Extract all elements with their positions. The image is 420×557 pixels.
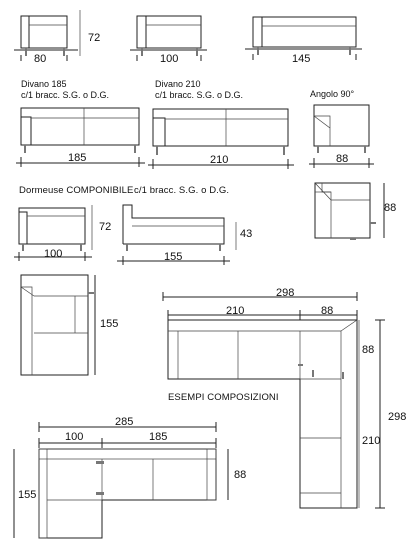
angolo-caption: Angolo 90°	[310, 89, 355, 99]
angolo-depth: 88	[384, 202, 397, 214]
angolo-top-view-drawing	[315, 183, 384, 240]
dormeuse-subcaption: c/1 bracc. S.G. o D.G.	[134, 185, 230, 196]
composition-1-side-overall: 298	[388, 411, 407, 423]
composition-2-depth: 88	[234, 469, 247, 481]
dormeuse-seat-height: 43	[240, 228, 253, 240]
module-80-drawing	[14, 10, 80, 61]
composition-1-overall: 298	[276, 287, 295, 299]
module-100-width: 100	[160, 53, 179, 65]
angolo-width: 88	[336, 153, 349, 165]
composition-1-seg-210: 210	[226, 305, 245, 317]
divano-185-caption: Divano 185	[21, 79, 67, 89]
module-145-width: 145	[292, 53, 311, 65]
composition-2-chaise-depth: 155	[18, 489, 37, 501]
composition-chaise-drawing	[14, 422, 228, 538]
divano-210-caption: Divano 210	[155, 79, 201, 89]
dormeuse-width-100: 100	[44, 248, 63, 260]
composition-2-seg-185: 185	[149, 431, 168, 443]
divano-185-width: 185	[68, 152, 87, 164]
dormeuse-caption: Dormeuse COMPONIBILE	[19, 185, 134, 196]
dormeuse-top-drawing	[21, 275, 95, 375]
divano-185-subcaption: c/1 bracc. S.G. o D.G.	[21, 90, 110, 100]
composition-1-side: 210	[362, 435, 381, 447]
composition-1-depth: 88	[362, 344, 375, 356]
divano-210-width: 210	[210, 154, 229, 166]
examples-label: ESEMPI COMPOSIZIONI	[168, 392, 279, 403]
divano-210-subcaption: c/1 bracc. S.G. o D.G.	[155, 90, 244, 100]
dormeuse-height: 72	[99, 221, 112, 233]
composition-1-seg-88: 88	[321, 305, 334, 317]
dormeuse-width-155: 155	[164, 251, 183, 263]
composition-2-overall: 285	[115, 416, 134, 428]
module-80-width: 80	[34, 53, 47, 65]
dormeuse-top-depth: 155	[100, 318, 119, 330]
composition-2-seg-100: 100	[65, 431, 84, 443]
module-80-height: 72	[88, 32, 101, 44]
